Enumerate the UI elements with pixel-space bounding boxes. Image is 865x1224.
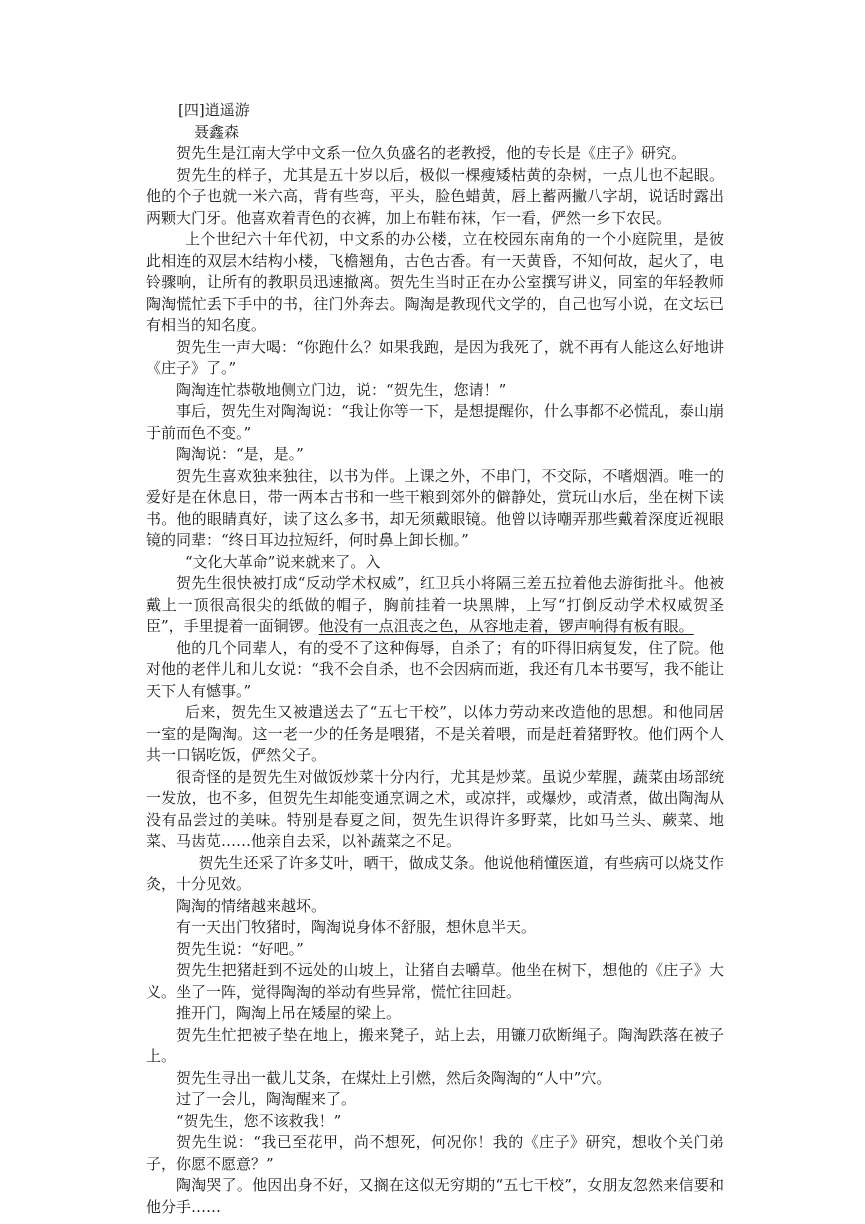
paragraph: 陶淘哭了。他因出身不好，又搁在这似无穷期的“五七干校”，女朋友忽然来信要和他分手…… (146, 1176, 724, 1216)
paragraph: 事后，贺先生对陶淘说：“我让你等一下，是想提醒你，什么事都不必慌乱，泰山崩于前而色不变。” (146, 402, 724, 442)
paragraph: 贺先生的样子，尤其是五十岁以后，极似一棵瘦矮枯黄的杂树，一点儿也不起眼。他的个子也就一米六高，背有些弯，平头，脸色蜡黄，唇上蓄两撇八字胡，说话时露出两颗大门牙。他喜欢着青色的衣裤，加上布鞋布袜，乍一看，俨然一乡下农民。 (146, 165, 724, 227)
paragraph: 贺先生把猪赶到不远处的山坡上，让猪自去嚼草。他坐在树下，想他的《庄子》大义。坐了一阵，觉得陶淘的举动有些异常，慌忙往回赶。 (146, 961, 724, 1001)
paragraph: “文化大革命”说来就来了。入 (185, 552, 381, 571)
paragraph: 贺先生还采了许多艾叶，晒干，做成艾条。他说他稍懂医道，有些病可以烧艾作灸，十分见效。 (146, 853, 724, 893)
paragraph (146, 573, 724, 638)
paragraph: 贺先生说：“我已至花甲，尚不想死，何况你！我的《庄子》研究，想收个关门弟子，你愿不愿意？” (146, 1133, 724, 1173)
paragraph: 有一天出门牧猪时，陶淘说身体不舒服，想休息半天。 (176, 918, 537, 936)
paragraph: “贺先生，您不该救我！” (176, 1111, 342, 1130)
paragraph: 贺先生忙把被子垫在地上，搬来凳子，站上去，用镰刀砍断绳子。陶淘跌落在被子上。 (146, 1025, 724, 1065)
paragraph: 他的几个同辈人，有的受不了这种侮辱，自杀了；有的吓得旧病复发，住了院。他对他的老伴儿和儿女说：“我不会自杀，也不会因病而逝，我还有几本书要写，我不能让天下人有憾事。” (146, 638, 724, 700)
paragraph: 上个世纪六十年代初，中文系的办公楼，立在校园东南角的一个小庭院里，是彼此相连的双层木结构小楼，飞檐翘角，古色古香。有一天黄昏，不知何故，起火了，电铃骤响，让所有的教职员迅速撤离。贺先生当时正在办公室撰写讲义，同室的年轻教师陶淘慌忙丢下手中的书，往门外奔去。陶淘是教现代文学的，自己也写小说，在文坛已有相当的知名度。 (146, 230, 724, 334)
article (146, 100, 724, 1218)
paragraph: 贺先生喜欢独来独往，以书为伴。上课之外，不串门，不交际，不嗜烟酒。唯一的爱好是在休息日，带一两本古书和一些干粮到郊外的僻静处，赏玩山水后，坐在树下读书。他的眼睛真好，读了这么多书，却无须戴眼镜。他曾以诗嘲弄那些戴着深度近视眼镜的同辈：“终日耳边拉短纤，何时鼻上卸长枷。” (146, 466, 724, 549)
paragraph: 贺先生是江南大学中文系一位久负盛名的老教授，他的专长是《庄子》研究。 (176, 144, 687, 162)
paragraph: 陶淘的情绪越来越坏。 (176, 896, 327, 915)
paragraph: 贺先生寻出一截儿艾条，在煤灶上引燃，然后灸陶淘的“人中”穴。 (176, 1068, 612, 1087)
article-title: [四]逍遥游 (178, 101, 250, 119)
paragraph: 过了一会儿，陶淘醒来了。 (176, 1090, 357, 1108)
paragraph: 陶淘连忙恭敬地侧立门边，说：“贺先生，您请！” (176, 380, 507, 399)
article-author: 聂鑫森 (194, 122, 240, 141)
paragraph: 贺先生说：“好吧。” (176, 939, 304, 958)
paragraph-text: 贺先生很快被打成“反动学术权威”，红卫兵小将隔三差五拉着他去游街批斗。他被戴上一顶很高很尖的纸做的帽子，胸前挂着一块黑牌，上写“打倒反动学术权威贺圣臣”，手里提着一面铜锣。 (146, 574, 724, 635)
paragraph: 后来，贺先生又被遣送去了“五七干校”，以体力劳动来改造他的思想。和他同居一室的是陶淘。这一老一少的任务是喂猪，不是关着喂，而是赶着猪野牧。他们两个人共一口锅吃饭，俨然父子。 (146, 703, 724, 764)
paragraph: 贺先生一声大喝：“你跑什么？如果我跑，是因为我死了，就不再有人能这么好地讲《庄子》了。” (146, 337, 724, 377)
underlined-sentence: 他没有一点沮丧之色，从容地走着，锣声响得有板有眼。 (318, 617, 694, 635)
paragraph: 陶淘说：“是，是。” (176, 445, 304, 463)
paragraph: 推开门，陶淘上吊在矮屋的梁上。 (176, 1004, 402, 1022)
paragraph: 很奇怪的是贺先生对做饭炒菜十分内行，尤其是炒菜。虽说少荤腥，蔬菜由场部统一发放，也不多，但贺先生却能变通烹调之术，或凉拌，或爆炒，或清煮，做出陶淘从没有品尝过的美味。特别是春夏之间，贺先生识得许多野菜，比如马兰头、蕨菜、地菜、马齿苋……他亲自去采，以补蔬菜之不足。 (146, 767, 724, 850)
